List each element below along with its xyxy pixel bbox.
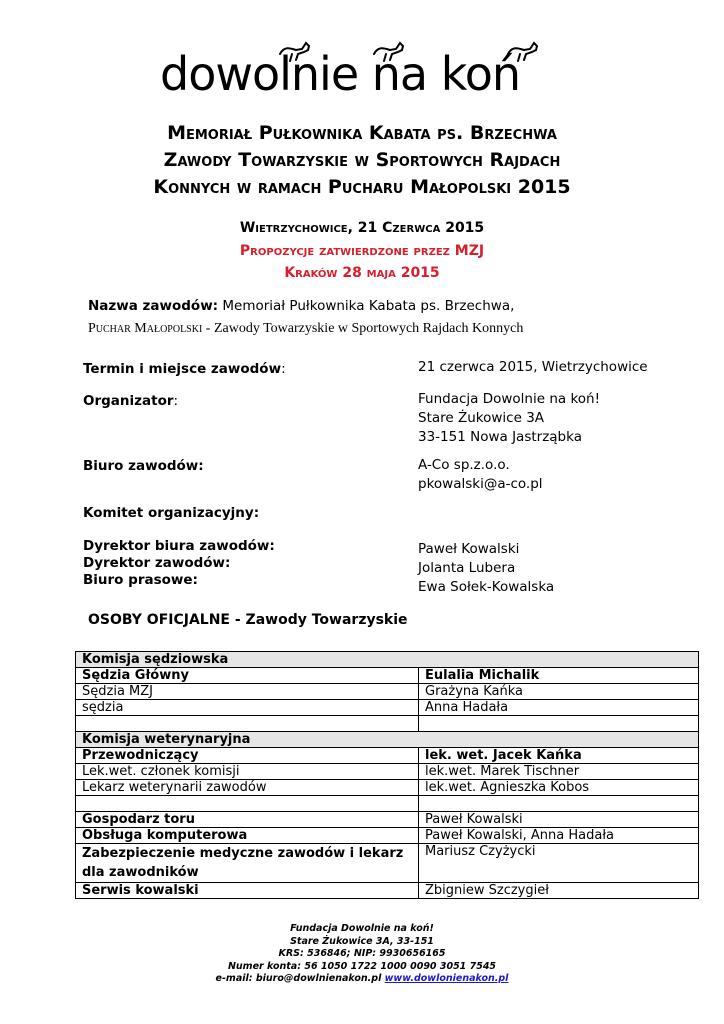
approval-note: Propozycje zatwierdzone przez MZJ — [239, 243, 485, 259]
table-header-row — [76, 732, 699, 748]
table-row: Sędzia Główny Eulalia Michalik — [76, 668, 699, 684]
table-row — [76, 796, 699, 812]
termin-label: Termin i miejsce zawodów: — [83, 361, 286, 377]
approval-date: Kraków 28 maja 2015 — [284, 265, 440, 281]
dyrektor-label: Dyrektor zawodów: — [83, 555, 231, 571]
table-row: Serwis kowalski Zbigniew Szczygieł — [76, 883, 699, 899]
organizator-label: Organizator: — [83, 393, 179, 409]
horse-icon — [506, 40, 540, 62]
table-row: Obsługa komputerowa Paweł Kowalski, Anna Hadała — [76, 828, 699, 844]
horse-icon — [278, 40, 312, 62]
table-row: Lekarz weterynarii zawodów lek.wet. Agnieszka Kobos — [76, 780, 699, 796]
table-row: sędzia Anna Hadała — [76, 700, 699, 716]
event-name-label: Nazwa zawodów: — [88, 298, 219, 314]
title-line-1: Memoriał Pułkownika Kabata ps. Brzechwa — [167, 122, 557, 144]
table-row: Lek.wet. członek komisji lek.wet. Marek Tischner — [76, 764, 699, 780]
komitet-values: Paweł Kowalski Jolanta Lubera Ewa Sołek-Kowalska — [418, 541, 555, 595]
email-link[interactable]: pkowalski@a-co.pl — [418, 476, 543, 492]
table-header-row — [76, 652, 699, 668]
officials-table — [75, 651, 699, 899]
table-row: Sędzia MZJ Grażyna Kańka — [76, 684, 699, 700]
section-title: OSOBY OFICJALNE - Zawody Towarzyskie — [88, 612, 408, 628]
logo — [160, 38, 565, 102]
termin-value: 21 czerwca 2015, Wietrzychowice — [418, 359, 648, 375]
biuro-label: Biuro zawodów: — [83, 458, 204, 474]
footer: Fundacja Dowolnie na koń! Stare Żukowice 3A, 33-151 KRS: 536846; NIP: 9930656165 Numer konta: 56 1050 1722 1000 0090 3051 7545 e-mail: biuro@dowlnienakon.pl www.dowlonienakon.pl — [215, 923, 509, 984]
biuro-value: A-Co sp.z.o.o. pkowalski@a-co.pl — [418, 457, 543, 492]
title-line-3: Konnych w ramach Pucharu Małopolski 2015 — [153, 176, 571, 198]
table-header: Komisja weterynaryjna — [76, 732, 699, 748]
title-line-2: Zawody Towarzyskie w Sportowych Rajdach — [163, 149, 561, 171]
document-title — [0, 120, 724, 201]
dyrektor-biura-label: Dyrektor biura zawodów: — [83, 538, 275, 554]
komitet-label: Komitet organizacyjny: — [83, 505, 260, 521]
place-date: Wietrzychowice, 21 Czerwca 2015 — [239, 220, 485, 236]
event-type: - Zawody Towarzyskie w Sportowych Rajdach Konnych — [202, 321, 524, 336]
event-name-value: Memoriał Pułkownika Kabata ps. Brzechwa, — [218, 298, 515, 314]
event-name — [88, 298, 514, 314]
horse-icon — [372, 40, 406, 62]
event-name-line-2 — [88, 321, 523, 337]
website-link[interactable]: www.dowlonienakon.pl — [384, 973, 509, 984]
table-row: Zabezpieczenie medyczne zawodów i lekarz dla zawodników Mariusz Czyżycki — [76, 844, 699, 883]
cup-name: Puchar Małopolski — [88, 321, 203, 336]
table-row: Gospodarz toru Paweł Kowalski — [76, 812, 699, 828]
organizator-value: Fundacja Dowolnie na koń! Stare Żukowice 3A 33-151 Nowa Jastrząbka — [418, 391, 601, 445]
table-row: Przewodniczący lek. wet. Jacek Kańka — [76, 748, 699, 764]
logo-text: dowolnie na koń — [160, 47, 521, 101]
biuro-prasowe-label: Biuro prasowe: — [83, 572, 198, 588]
table-row — [76, 716, 699, 732]
table-header: Komisja sędziowska — [76, 652, 699, 668]
